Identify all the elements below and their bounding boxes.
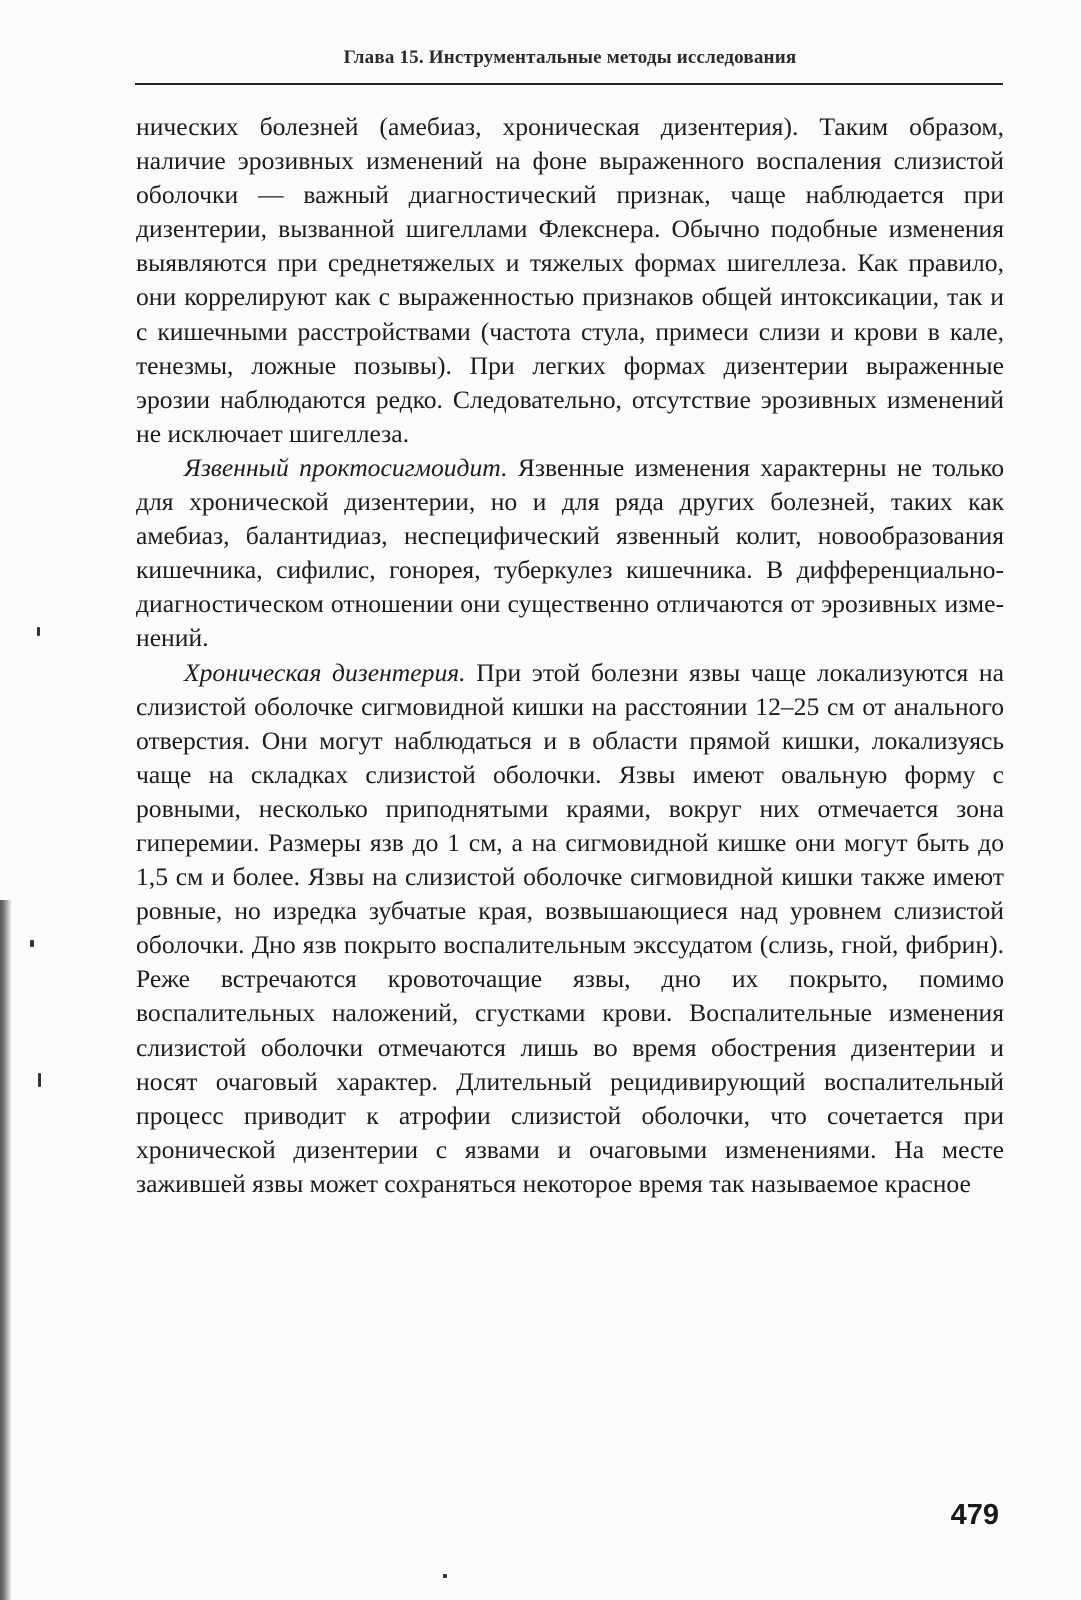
paragraph-2 — [136, 451, 1004, 656]
paragraph-3 — [136, 656, 1004, 1202]
scan-speck — [37, 627, 40, 636]
paragraph-text: При этой болезни язвы чаще локализуются на слизистой оболочке сигмовидной кишки на расстоянии 12–25 см от анального отверстия. Они могут наблюдаться и в области прямой кишки, локализуясь чаще на складках слизистой оболочки. Язвы имеют овальную форму с ровными, несколько приподнятыми краями, вокруг них отмечается зона гиперемии. Размеры язв до 1 см, а на сигмовидной кишке они могут быть до 1,5 см и более. Язвы на слизистой оболочке сигмовидной кишки также имеют ровные, но изредка зубчатые края, возвышающиеся над уровнем слизистой оболочки. Дно язв покрыто воспалительным экссудатом (слизь, гной, фибрин). Реже встречаются кровоточащие язвы, дно их покрыто, помимо воспалительных наложений, сгустками крови. Воспалительные изменения слизистой оболочки отмечаются лишь во время обострения дизентерии и носят очаговый характер. Длительный рецидивирующий воспалительный процесс приводит к атрофии слизистой оболочки, что сочетается при хронической дизентерии с язвами и очаговыми изменениями. На месте зажившей язвы может сохраняться некоторое время так называемое красное — [136, 657, 1004, 1198]
header-rule — [135, 83, 1003, 85]
running-header: Глава 15. Инструментальные методы исследования — [343, 47, 797, 68]
paragraph-text: Язвенные изменения характерны не только для хронической дизентерии, но и для ряда других болезней, таких как амебиаз, балантидиаз, неспецифический язвенный колит, новообразования кишечника, сифилис, гонорея, туберкулез кишечника. В дифференциально-диагностическом отношении они существенно отличаются от эрозивных изменений. — [136, 452, 1004, 653]
scan-speck — [38, 1073, 41, 1087]
scan-binding-shadow — [0, 900, 14, 1600]
body-text — [136, 110, 1004, 1201]
scan-speck — [443, 1574, 447, 1578]
paragraph-text: нических болезней (амебиаз, хроническая дизентерия). Таким образом, наличие эрозивных изменений на фоне выраженного воспаления слизистой оболочки — важный диагностический признак, чаще наблюдается при дизентерии, вызванной шигеллами Флекснера. Обычно подобные изменения выявляются при среднетяжелых и тяжелых формах шигеллеза. Как правило, они коррелируют как с выраженностью признаков общей интоксикации, так и с кишечными расстройствами (частота стула, примеси слизи и крови в кале, тенезмы, ложные позывы). При легких формах дизентерии выраженные эрозии наблюдаются редко. Следовательно, отсутствие эрозивных изменений не исключает шигеллеза. — [136, 112, 1004, 448]
paragraph-1 — [136, 110, 1004, 451]
page-number: 479 — [950, 1499, 999, 1531]
scan-speck — [30, 940, 34, 947]
paragraph-lead-chronic-dysentery: Хроническая дизентерия. — [184, 657, 466, 687]
paragraph-lead-ulcerative-proctosigmoiditis: Язвенный проктосигмоидит. — [184, 452, 508, 482]
